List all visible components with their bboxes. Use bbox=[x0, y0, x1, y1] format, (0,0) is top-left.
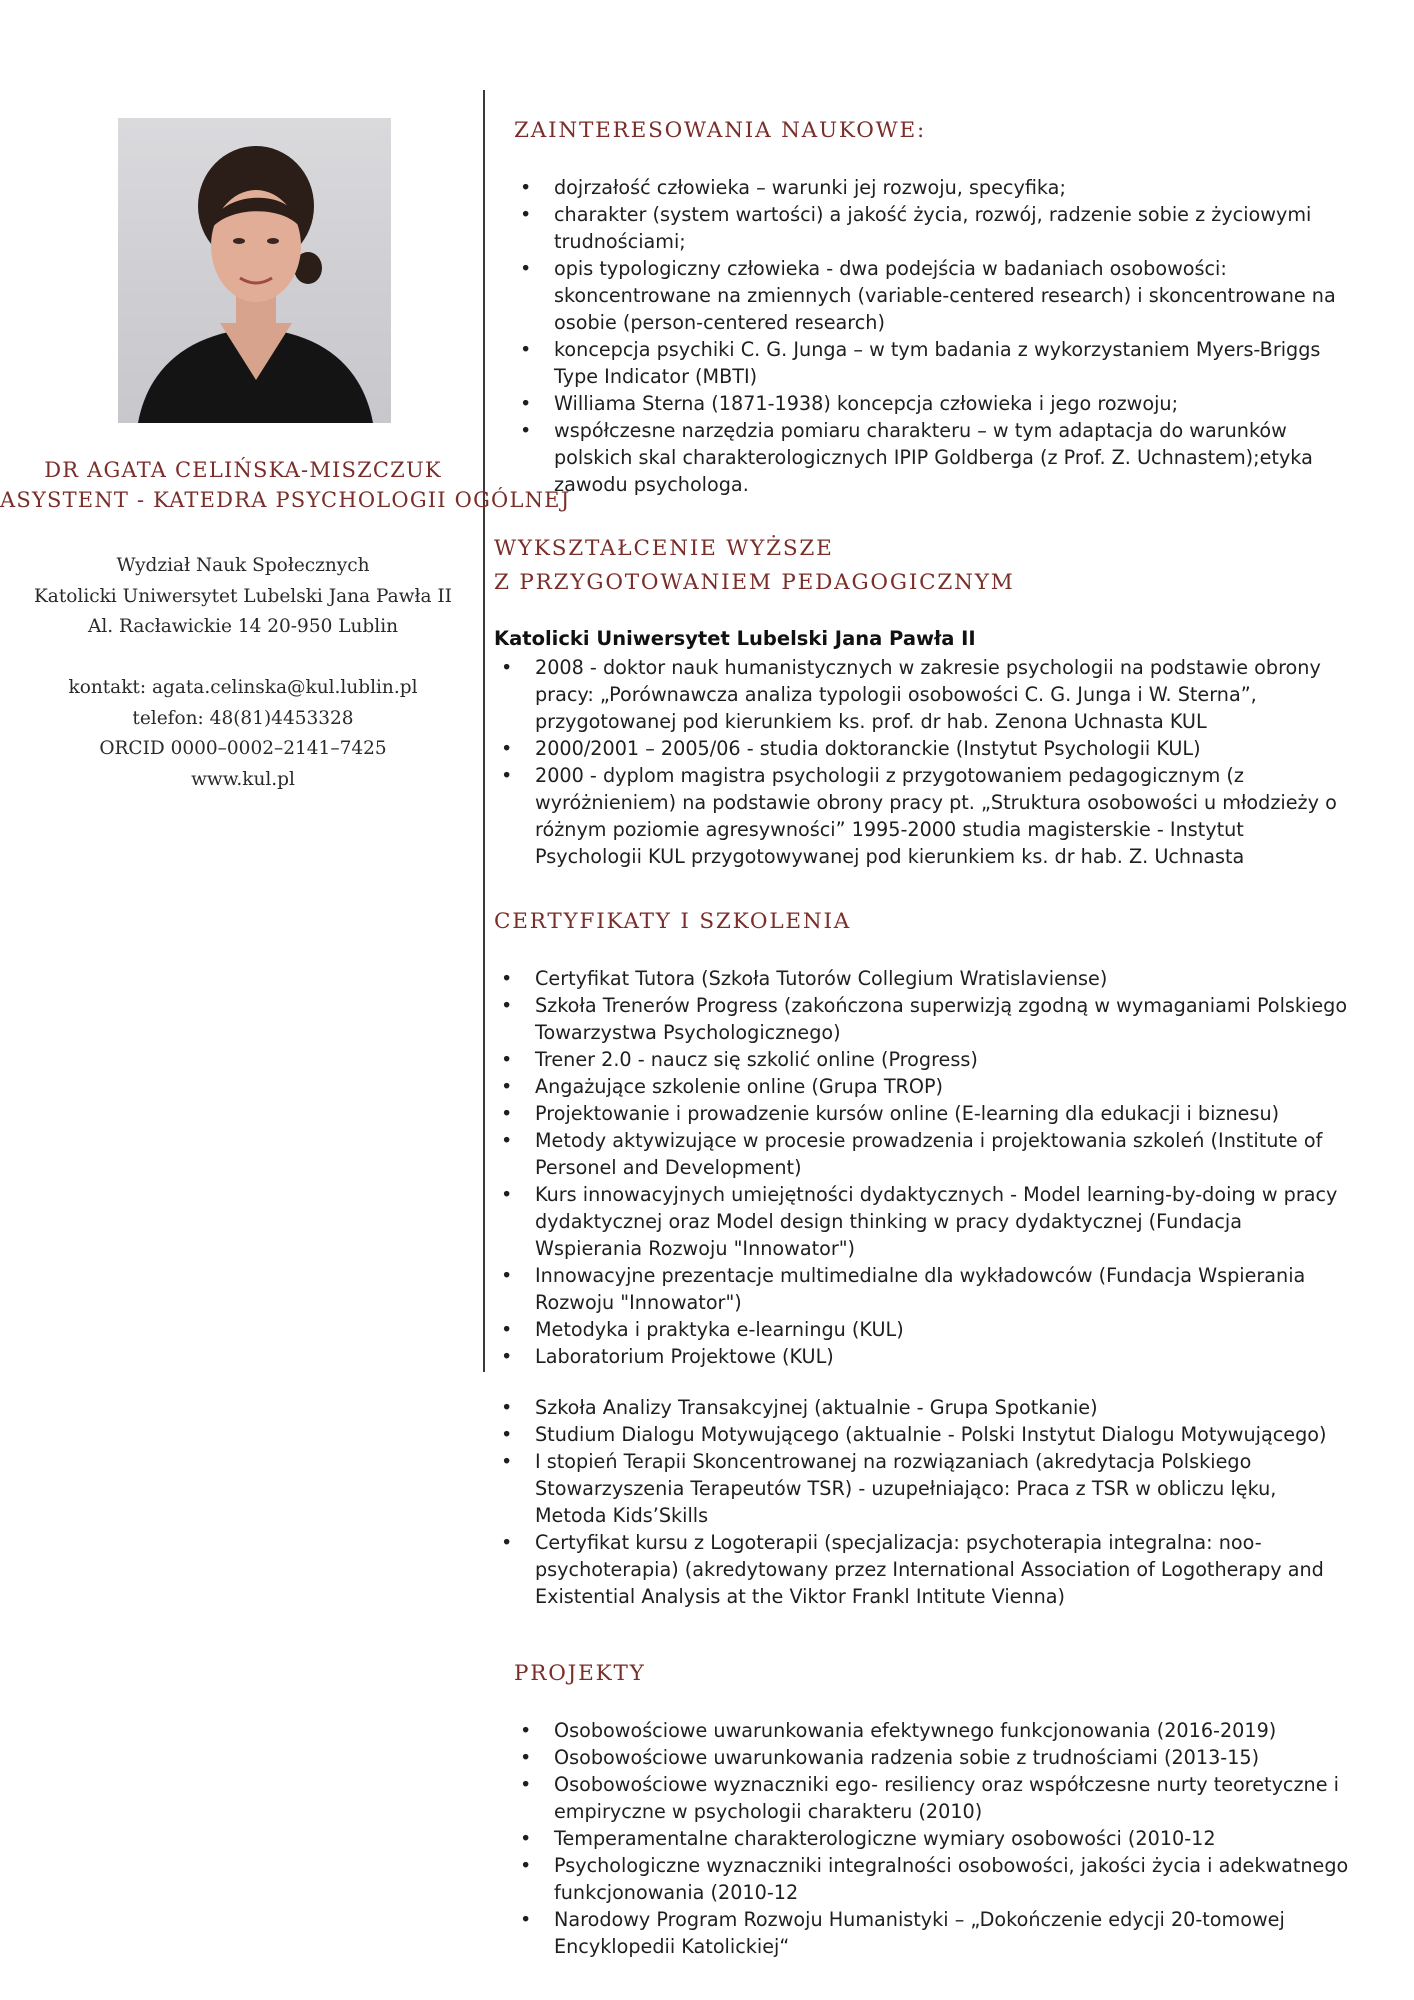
address-line: Al. Racławickie 14 20-950 Lublin bbox=[87, 616, 399, 637]
address-line: Wydział Nauk Społecznych bbox=[116, 555, 370, 576]
profile-photo bbox=[118, 118, 391, 423]
list-item: • Williama Sterna (1871-1938) koncepcja człowieka i jego rozwoju; bbox=[514, 390, 1350, 417]
research-list bbox=[514, 174, 1350, 498]
list-item: • Szkoła Analizy Transakcyjnej (aktualnie - Grupa Spotkanie) bbox=[495, 1394, 1350, 1421]
list-item: • Szkoła Trenerów Progress (zakończona superwizją zgodną w wymaganiami Polskiego Towarzystwa Psychologicznego) bbox=[495, 992, 1350, 1046]
projects-title: PROJEKTY bbox=[514, 1661, 646, 1686]
list-item: • 2000/2001 – 2005/06 - studia doktoranckie (Instytut Psychologii KUL) bbox=[495, 735, 1350, 762]
person-portrait bbox=[118, 118, 391, 423]
list-item: • dojrzałość człowieka – warunki jej rozwoju, specyfika; bbox=[514, 174, 1350, 201]
contact-website[interactable]: www.kul.pl bbox=[191, 768, 295, 790]
address-line: Katolicki Uniwersytet Lubelski Jana Pawła II bbox=[33, 585, 452, 607]
contact-phone: telefon: 48(81)4453328 bbox=[132, 707, 354, 729]
list-item: • Psychologiczne wyznaczniki integralności osobowości, jakości życia i adekwatnego funkcjonowania (2010-12 bbox=[514, 1852, 1360, 1906]
list-item: • Osobowościowe wyznaczniki ego- resiliency oraz współczesne nurty teoretyczne i empiryczne w psychologii charakteru (2010) bbox=[514, 1771, 1360, 1825]
list-item: • współczesne narzędzia pomiaru charakteru – w tym adaptacja do warunków polskich skal charakterologicznych IPIP Goldberga (z Prof. Z. Uchnastem);etyka zawodu psychologa. bbox=[514, 417, 1350, 498]
contact-orcid: ORCID 0000–0002–2141–7425 bbox=[99, 738, 387, 759]
list-item: • Certyfikat kursu z Logoterapii (specjalizacja: psychoterapia integralna: noo-psychoterapia) (akredytowany przez International Association of Logotherapy and Existential Analysis at the Viktor Frankl Intitute Vienna) bbox=[495, 1529, 1350, 1610]
profile-contact bbox=[0, 673, 486, 795]
projects-list bbox=[514, 1717, 1360, 1960]
list-item: • 2000 - dyplom magistra psychologii z przygotowaniem pedagogicznym (z wyróżnieniem) na podstawie obrony pracy pt. „Struktura osobowości u młodzieży o różnym poziomie agresywności” 1995-2000 studia magisterskie - Instytut Psychologii KUL przygotowywanej pod kierunkiem ks. dr hab. Z. Uchnasta bbox=[495, 762, 1350, 870]
list-item: • opis typologiczny człowieka - dwa podejścia w badaniach osobowości: skoncentrowane na zmiennych (variable-centered research) i skoncentrowane na osobie (person-centered research) bbox=[514, 255, 1350, 336]
certificates-title: CERTYFIKATY I SZKOLENIA bbox=[494, 909, 852, 934]
list-item: • Innowacyjne prezentacje multimedialne dla wykładowców (Fundacja Wspierania Rozwoju "Innowator") bbox=[495, 1262, 1350, 1316]
list-item: • Narodowy Program Rozwoju Humanistyki – „Dokończenie edycji 20-tomowej Encyklopedii Katolickiej“ bbox=[514, 1906, 1360, 1960]
education-list bbox=[495, 654, 1350, 870]
list-item: • Metody aktywizujące w procesie prowadzenia i projektowania szkoleń (Institute of Personel and Development) bbox=[495, 1127, 1350, 1181]
list-item: • I stopień Terapii Skoncentrowanej na rozwiązaniach (akredytacja Polskiego Stowarzyszenia Terapeutów TSR) - uzupełniająco: Praca z TSR w obliczu lęku, Metoda Kids’Skills bbox=[495, 1448, 1350, 1529]
list-item: • 2008 - doktor nauk humanistycznych w zakresie psychologii na podstawie obrony pracy: „Porównawcza analiza typologii osobowości C. G. Junga i W. Sterna”, przygotowanej pod kierunkiem ks. prof. dr hab. Zenona Uchnasta KUL bbox=[495, 654, 1350, 735]
list-item: • Angażujące szkolenie online (Grupa TROP) bbox=[495, 1073, 1350, 1100]
research-title: ZAINTERESOWANIA NAUKOWE: bbox=[514, 118, 927, 143]
list-item: • Projektowanie i prowadzenie kursów online (E-learning dla edukacji i biznesu) bbox=[495, 1100, 1350, 1127]
list-item: • Studium Dialogu Motywującego (aktualnie - Polski Instytut Dialogu Motywującego) bbox=[495, 1421, 1350, 1448]
profile-address bbox=[0, 551, 486, 643]
list-item: • koncepcja psychiki C. G. Junga – w tym badania z wykorzystaniem Myers-Briggs Type Indicator (MBTI) bbox=[514, 336, 1350, 390]
contact-email[interactable]: kontakt: agata.celinska@kul.lublin.pl bbox=[68, 677, 418, 698]
list-item: • Temperamentalne charakterologiczne wymiary osobowości (2010-12 bbox=[514, 1825, 1360, 1852]
education-title-line2: Z PRZYGOTOWANIEM PEDAGOGICZNYM bbox=[494, 570, 1015, 595]
list-item: • Osobowościowe uwarunkowania efektywnego funkcjonowania (2016-2019) bbox=[514, 1717, 1360, 1744]
list-item: • Laboratorium Projektowe (KUL) bbox=[495, 1343, 1350, 1370]
profile-name: DR AGATA CELIŃSKA-MISZCZUK bbox=[44, 458, 442, 482]
list-item: • charakter (system wartości) a jakość życia, rozwój, radzenie sobie z życiowymi trudnościami; bbox=[514, 201, 1350, 255]
list-item: • Certyfikat Tutora (Szkoła Tutorów Collegium Wratislaviense) bbox=[495, 965, 1350, 992]
profile-position: ASYSTENT - KATEDRA PSYCHOLOGII OGÓLNEJ bbox=[0, 488, 571, 512]
profile-heading bbox=[0, 455, 571, 515]
education-title-line1: WYKSZTAŁCENIE WYŻSZE bbox=[494, 536, 834, 561]
university-name: Katolicki Uniwersytet Lubelski Jana Pawła II bbox=[494, 627, 976, 650]
list-item: • Trener 2.0 - naucz się szkolić online (Progress) bbox=[495, 1046, 1350, 1073]
list-item: • Kurs innowacyjnych umiejętności dydaktycznych - Model learning-by-doing w pracy dydaktycznej oraz Model design thinking w pracy dydaktycznej (Fundacja Wspierania Rozwoju "Innowator") bbox=[495, 1181, 1350, 1262]
list-item: • Osobowościowe uwarunkowania radzenia sobie z trudnościami (2013-15) bbox=[514, 1744, 1360, 1771]
list-item: • Metodyka i praktyka e-learningu (KUL) bbox=[495, 1316, 1350, 1343]
certificates-list-continued bbox=[495, 1394, 1350, 1610]
certificates-list bbox=[495, 965, 1350, 1370]
